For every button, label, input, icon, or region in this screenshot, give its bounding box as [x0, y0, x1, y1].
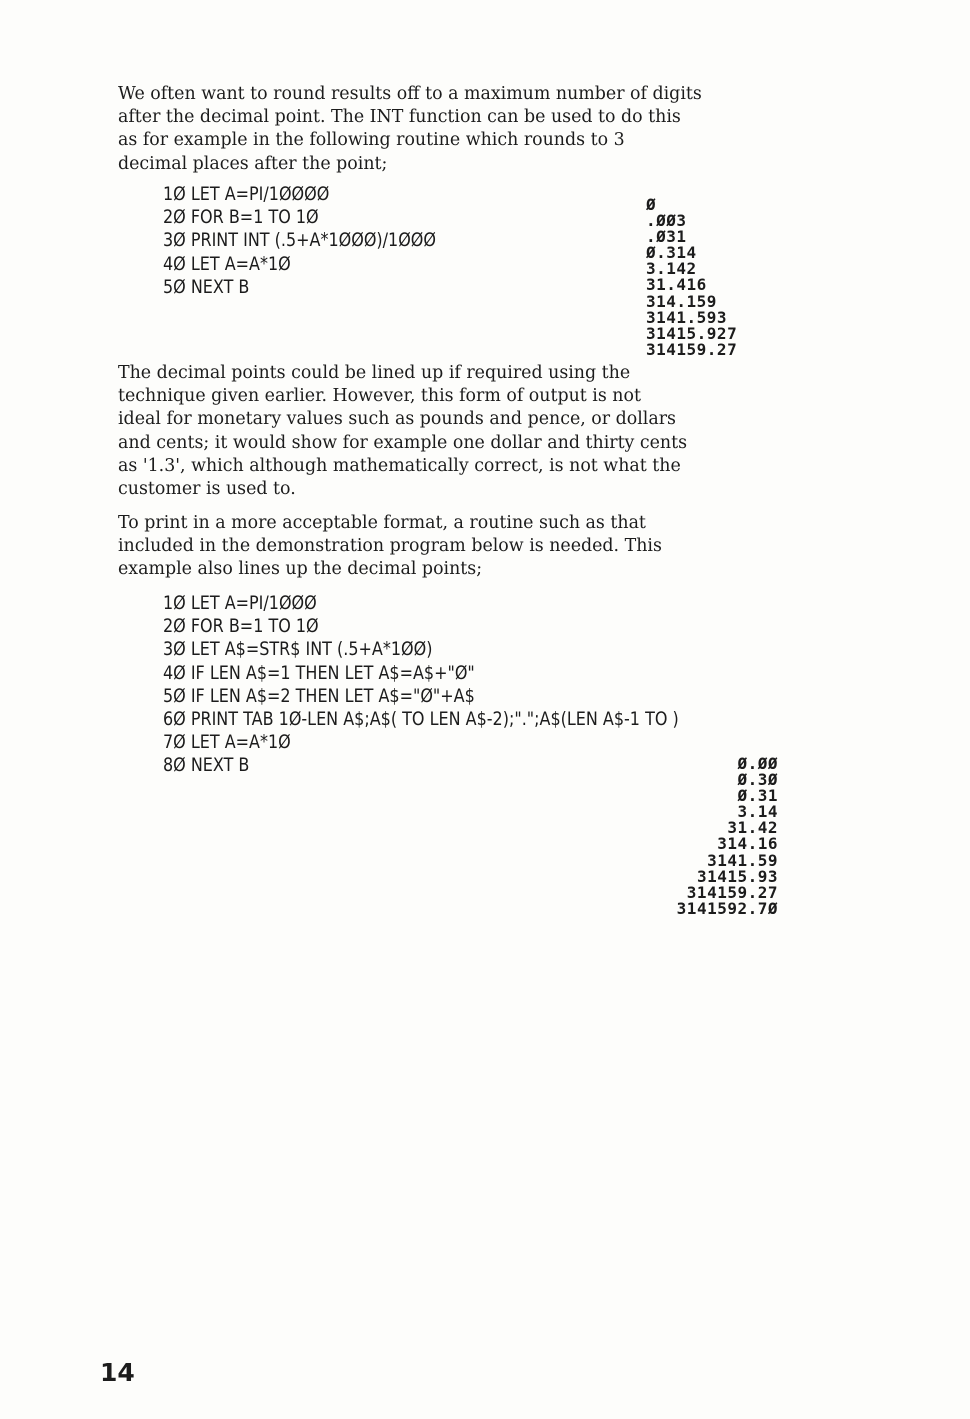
output-line: 3.142 — [646, 259, 697, 279]
text-line: The decimal points could be lined up if required using the — [118, 363, 631, 383]
output-line: 3141.593 — [646, 307, 728, 327]
output-line: 31415.927 — [646, 323, 738, 343]
code-line: 1Ø LET A=PI/1ØØØØ — [163, 184, 330, 205]
output-line: Ø — [646, 195, 657, 214]
code-line: 4Ø IF LEN A$=1 THEN LET A$=A$+"Ø" — [163, 662, 475, 684]
text-line: example also lines up the decimal points; — [118, 559, 483, 580]
code-line: 5Ø IF LEN A$=2 THEN LET A$="Ø"+A$ — [163, 685, 475, 707]
text-line: To print in a more acceptable format, a routine such as that — [118, 513, 646, 533]
code-line: 2Ø FOR B=1 TO 1Ø — [163, 207, 319, 229]
code-line: 2Ø FOR B=1 TO 1Ø — [163, 616, 319, 638]
basic-listing-rounding — [163, 183, 480, 299]
text-line: We often want to round results off to a maximum number of digits — [118, 84, 702, 104]
text-line: included in the demonstration program below is needed. This — [118, 536, 662, 557]
output-line: 31.416 — [646, 275, 707, 295]
program-output-rounding — [646, 197, 737, 358]
output-line: 314159.27 — [686, 882, 778, 902]
output-line: 31415.93 — [696, 866, 778, 886]
text-line: as '1.3', which although mathematically correct, is not what the — [118, 455, 681, 476]
output-line: 314.16 — [717, 834, 778, 854]
output-line: 314.159 — [646, 291, 717, 311]
format-paragraph — [118, 512, 878, 582]
text-line: ideal for monetary values such as pounds and pence, or dollars — [118, 409, 676, 430]
text-line: as for example in the following routine which rounds to 3 — [118, 130, 625, 151]
code-line: 7Ø LET A=A*1Ø — [163, 732, 291, 754]
code-line: 4Ø LET A=A*1Ø — [163, 253, 291, 275]
text-line: and cents; it would show for example one dollar and thirty cents — [118, 432, 688, 453]
intro-paragraph — [118, 83, 878, 176]
code-line: 6Ø PRINT TAB 1Ø-LEN A$;A$( TO LEN A$-2);".";A$(LEN A$-1 TO ) — [163, 709, 679, 731]
output-line: Ø.31 — [737, 786, 778, 806]
code-line: 3Ø LET A$=STR$ INT (.5+A*1ØØ) — [163, 639, 433, 661]
text-line: technique given earlier. However, this form of output is not — [118, 386, 641, 407]
page-number: 14 — [100, 1358, 135, 1387]
output-line: 31.42 — [727, 818, 778, 838]
output-line: Ø.314 — [646, 243, 697, 263]
code-line: 1Ø LET A=PI/1ØØØ — [163, 593, 317, 614]
output-line: 3141.59 — [707, 850, 778, 870]
output-line: Ø.ØØ — [737, 754, 778, 773]
output-line: 3141592.7Ø — [676, 898, 778, 918]
code-line: 3Ø PRINT INT (.5+A*1ØØØ)/1ØØØ — [163, 230, 436, 252]
basic-listing-money-format — [163, 592, 763, 778]
text-line: customer is used to. — [118, 479, 296, 500]
program-output-money-format — [677, 756, 778, 917]
output-line: 3.14 — [737, 802, 778, 822]
middle-paragraph — [118, 362, 878, 501]
code-line: 8Ø NEXT B — [163, 755, 250, 777]
text-line: after the decimal point. The INT function can be used to do this — [118, 107, 681, 128]
output-line: 314159.27 — [646, 339, 738, 359]
output-line: .ØØ3 — [646, 211, 687, 231]
output-line: Ø.3Ø — [737, 770, 778, 790]
output-line: .Ø31 — [646, 227, 687, 247]
code-line: 5Ø NEXT B — [163, 276, 250, 298]
text-line: decimal places after the point; — [118, 153, 388, 174]
